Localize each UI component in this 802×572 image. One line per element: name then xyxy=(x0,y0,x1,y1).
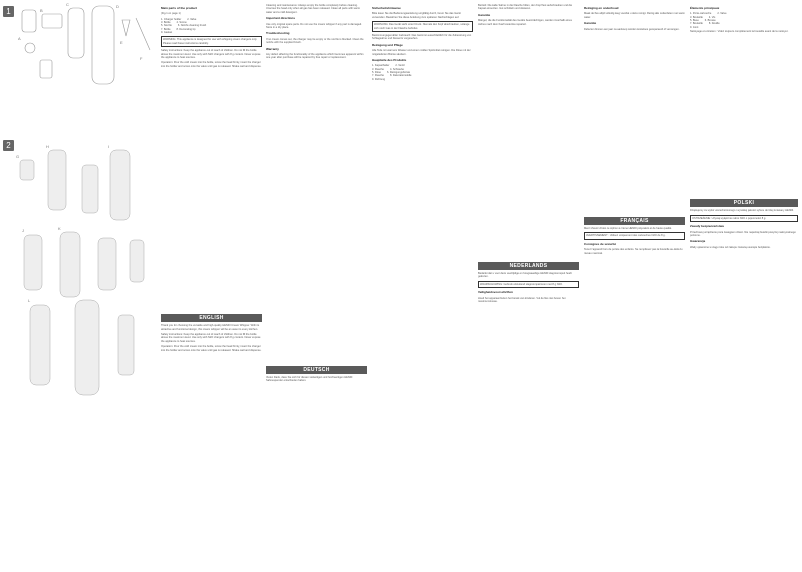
paragraph: Thank you for choosing the versatile and high-quality HENDI Cream Whipper. With its attractive and functional design, this cream whipper will be an asset to every kitchen. xyxy=(161,324,260,331)
paragraph: Vielen Dank, dass Sie sich für diesen vielseitigen und hochwertigen HENDI Sahnespender entschieden haben. xyxy=(266,375,353,383)
svg-text:F: F xyxy=(140,56,143,61)
paragraph: Operation: Pour the cold cream into the bottle, screw the head firmly, insert the charger into the holder and screw onto the valve until gas is released. Shake well and dispense. xyxy=(161,345,262,352)
paragraph: Houd het apparaat buiten het bereik van kinderen. Vul de fles niet boven het maximumniveau. xyxy=(478,296,566,304)
paragraph: Cleaning and maintenance: Always empty the bottle completely before cleaning. Unscrew the head only when all gas has been released. Clean all parts with warm water and a mild detergent. xyxy=(266,4,361,14)
text-column-6 xyxy=(690,4,798,563)
section-band-nederlands: NEDERLANDS xyxy=(478,262,579,270)
section-heading: Warranty xyxy=(266,46,279,51)
figure-1-badge: 1 xyxy=(3,6,14,17)
paragraph: Betrieb: Die kalte Sahne in die Flasche füllen, den Kopf fest aufschrauben und die Kapsel einsetzen. Gut schütteln und dosieren. xyxy=(478,4,573,11)
section-heading: Sicherheitshinweise xyxy=(372,6,401,10)
paragraph: Defecten binnen een jaar na aankoop worden kosteloos gerepareerd of vervangen. xyxy=(584,27,680,31)
section-heading: Important directions xyxy=(266,16,296,21)
parts-title: Hauptteile des Produkts xyxy=(372,58,407,63)
paragraph: If no cream comes out, the charger may be empty or the nozzle is blocked. Clean the nozzle with the supplied brush. xyxy=(266,37,364,45)
section-heading: Reiniging en onderhoud xyxy=(584,6,619,10)
paragraph: Alle Teile mit warmem Wasser und einem milden Spülmittel reinigen. Die Düse mit der mitgelieferten Bürste säubern. xyxy=(372,49,471,56)
part-gasket xyxy=(25,43,35,53)
paragraph: Bestimmungsgemäßer Gebrauch: Das Gerät ist ausschließlich für die Zubereitung von Schlagsahne und Desserts vorgesehen. xyxy=(372,34,472,41)
svg-text:B: B xyxy=(40,8,43,13)
paragraph: Safety instructions: Keep the appliance out of reach of children. Do not fill the bottle above the maximum level. Use only with N2O chargers with 8 g content. Never expose the appliance to heat sources. xyxy=(161,49,261,59)
paragraph: Wady ujawnione w ciągu roku od zakupu zostaną usunięte bezpłatnie. xyxy=(690,245,771,249)
parts-list: 1. Charger holder 2. Valve 3. Bottle 4. Screw 5. Nozzle 6. Nozzle cleaning brush 7. Bottle 8. Decorating tip 9. Gasket xyxy=(161,17,207,34)
paragraph: Mängel, die die Funktionalität des Geräts beeinträchtigen, werden innerhalb eines Jahres nach dem Kauf kostenlos repariert. xyxy=(478,19,572,26)
svg-text:D: D xyxy=(116,4,119,9)
parts-title: Éléments principaux xyxy=(690,6,720,10)
part-nozzle xyxy=(122,20,130,36)
paragraph: Maak de fles altijd volledig leeg voordat u deze reinigt. Reinig alle onderdelen met warm water. xyxy=(584,12,685,19)
parts-list: 1. Porte-cartouche 2. Valve 3. Bouteille 4. Vis 5. Buse 6. Brosse 7. Bouteille 8. Douille 9. Joint xyxy=(690,12,727,29)
text-column-5 xyxy=(584,4,685,563)
paragraph: Use only original spare parts. Do not use the cream whipper if any part is damaged. Store in a dry place. xyxy=(266,22,362,30)
warning-box: WARNUNG: Das Gerät steht unter Druck. Niemals den Kopf abschrauben, solange sich noch Gas in der Flasche befindet. xyxy=(372,21,473,32)
section-band-francais: FRANÇAIS xyxy=(584,217,685,225)
paragraph: Bedankt dat u voor deze veelzijdige en hoogwaardige HENDI slagroomspuit heeft gekozen. xyxy=(478,272,572,279)
section-heading: Veiligheidsvoorschriften xyxy=(478,290,513,295)
svg-text:I: I xyxy=(108,144,110,149)
section-heading: Consignes de sécurité xyxy=(584,241,617,246)
section-band-english: ENGLISH xyxy=(161,314,262,322)
section-heading: Zasady bezpieczeństwa xyxy=(690,224,724,229)
text-column-4 xyxy=(478,4,579,563)
section-band-polski: POLSKI xyxy=(690,199,798,207)
paragraph: Dziękujemy za wybór wszechstronnego i wysokiej jakości syfonu do bitej śmietany HENDI. xyxy=(690,209,794,213)
svg-text:G: G xyxy=(16,154,20,159)
svg-text:K: K xyxy=(58,226,61,231)
paragraph: Operation: Pour the cold cream into the bottle, screw the head firmly, insert the charger into the holder and screw onto the valve until gas is released. Shake well and dispense. xyxy=(161,61,262,68)
section-heading: Troubleshooting xyxy=(266,31,290,36)
warning-box: WARNING: This appliance is designed for use with whipping cream chargers only. Please read these instructions carefully. xyxy=(161,36,262,47)
part-charger-holder xyxy=(22,10,36,32)
paragraph: Bitte lesen Sie die Bedienungsanleitung sorgfältig durch, bevor Sie das Gerät verwenden. Bewahren Sie diese Anleitung zum späteren Nachschlagen auf. xyxy=(372,12,461,19)
paragraph: Merci d'avoir choisi ce siphon à crème HENDI polyvalent et de haute qualité. xyxy=(584,227,672,231)
section-heading: Garantie xyxy=(584,21,597,26)
parts-sub: (Fig.1 on page 1) xyxy=(161,12,181,16)
product-illustrations xyxy=(0,0,160,567)
part-bottle-large xyxy=(92,6,114,84)
svg-text:A: A xyxy=(18,36,21,41)
part-brush xyxy=(136,18,150,50)
paragraph: Any defect affecting the functionality of the appliance which becomes apparent within one year after purchase will be repaired by free repair or replacement. xyxy=(266,53,364,60)
part-bottle-small xyxy=(68,8,84,58)
paragraph: Safety instructions: Keep the appliance out of reach of children. Do not fill the bottle above the maximum level. Use only with N2O chargers with 8 g content. Never expose the appliance to heat sources. xyxy=(161,332,261,343)
section-heading: Reinigung und Pflege xyxy=(372,42,403,47)
part-tip xyxy=(40,60,52,78)
section-heading: Garantie xyxy=(478,12,491,17)
text-column-2 xyxy=(266,4,367,563)
text-column-1 xyxy=(161,4,262,563)
section-heading: Gwarancja xyxy=(690,239,706,244)
svg-text:E: E xyxy=(120,40,123,45)
warning-box: WAARSCHUWING: Gebruik uitsluitend slagroompatronen met 8 g N2O. xyxy=(478,281,579,288)
warning-box: OSTRZEŻENIE: Używaj wyłącznie naboi N2O o pojemności 8 g. xyxy=(690,215,798,222)
section-band-deutsch: DEUTSCH xyxy=(266,366,367,374)
text-column-3 xyxy=(372,4,473,563)
svg-text:L: L xyxy=(28,298,31,303)
warning-box: AVERTISSEMENT : Utilisez uniquement des cartouches N2O de 8 g. xyxy=(584,232,685,239)
paragraph: Nettoyage et entretien : Videz toujours complètement la bouteille avant de la nettoyer. xyxy=(690,29,789,33)
parts-list: 1. Kapselhalter 2. Ventil 3. Flasche 4. Schraube 5. Düse 6. Reinigungsbürste 7. Flasche 8. Dekorationstülle 9. Dichtung xyxy=(372,64,412,81)
paragraph: Przechowuj urządzenie poza zasięgiem dzieci. Nie napełniaj butelki powyżej maksymalnego poziomu. xyxy=(690,230,796,237)
svg-text:H: H xyxy=(46,144,49,149)
part-head xyxy=(42,14,62,28)
svg-text:C: C xyxy=(66,2,69,7)
parts-title: Main parts of the product xyxy=(161,6,197,10)
cream-whipper-drawings xyxy=(0,0,160,567)
paragraph: Tenez l'appareil hors de portée des enfants. Ne remplissez pas la bouteille au-delà du niveau maximal. xyxy=(584,248,683,255)
svg-text:J: J xyxy=(22,228,24,233)
figure-2-badge: 2 xyxy=(3,140,14,151)
